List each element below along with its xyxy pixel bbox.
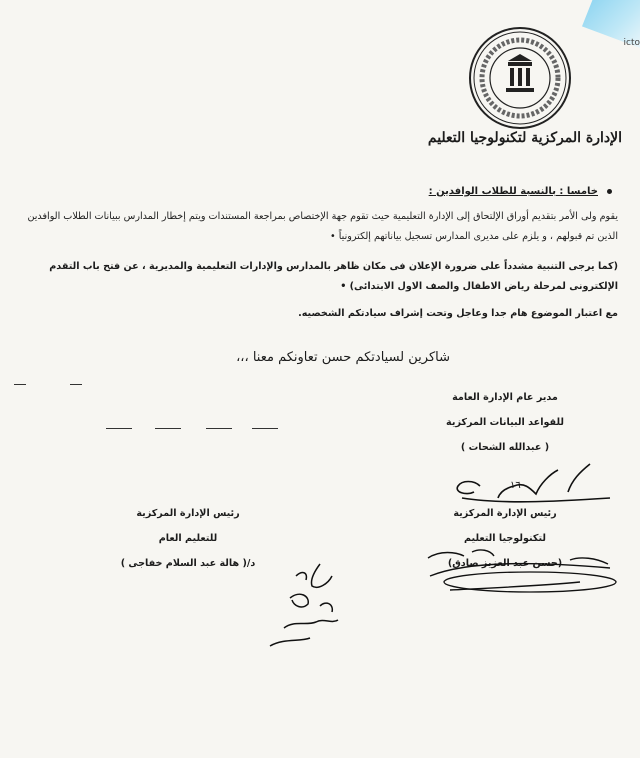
signature-title-line: لتكنولوجيا التعليم — [464, 533, 546, 544]
signature-block-data-bases — [430, 392, 580, 467]
section-title: خامسا : بالنسبة للطلاب الوافدين : — [428, 186, 598, 197]
signature-title-line: مدير عام الإدارة العامة — [452, 392, 558, 403]
svg-text:١٦: ١٦ — [510, 480, 521, 491]
paragraph-2: (كما يرجى التنبية مشدداً على ضرورة الإعلان فى مكان ظاهر بالمدارس والإدارات التعليمية والمديرية ، عن فتح باب التقدم الإلكترونى لمرحلة رياض الاطفال والصف الاول الابتدائى) • — [49, 261, 618, 292]
dash-mark — [106, 428, 132, 429]
dash-mark — [206, 428, 232, 429]
signature-title-line: رئيس الإدارة المركزية — [136, 508, 240, 519]
signature-title-line: للقواعد البيانات المركزية — [446, 417, 564, 428]
dash-mark — [14, 384, 26, 385]
signature-name: (حسن عبد العزيز صادق) — [447, 558, 563, 569]
signature-name: ( عبدالله الشحات ) — [460, 442, 550, 453]
corner-text: icto — [623, 38, 640, 48]
closing-text: شاكرين لسيادتكم حسن تعاونكم معنا ،،، — [236, 350, 450, 365]
bullet-dot — [607, 189, 612, 194]
dash-mark — [70, 384, 82, 385]
dash-mark — [155, 428, 181, 429]
paragraph-3: مع اعتبار الموضوع هام جدا وعاجل وتحت إشراف سيادتكم الشخصيه. — [298, 308, 618, 319]
paragraph-1: يقوم ولى الأمر بتقديم أوراق الإلتحاق إلى الإدارة التعليمية حيث تقوم جهة الإختصاص بمراجعة المستندات ويتم إخطار المدارس ببيانات الطلاب الوافدين الذين تم قبولهم ، و يلزم على مديرى المدارس تسجيل بياناتهم إلكترونياً • — [27, 211, 618, 242]
handwritten-signature — [420, 530, 620, 600]
signature-title-line: للتعليم العام — [158, 533, 218, 544]
handwritten-note — [250, 550, 370, 660]
ministry-seal-icon — [468, 26, 572, 130]
signature-title-line: رئيس الإدارة المركزية — [453, 508, 557, 519]
dash-mark — [252, 428, 278, 429]
handwritten-signature — [440, 458, 620, 508]
office-title: الإدارة المركزية لتكنولوجيا التعليم — [427, 130, 622, 146]
signature-name: د/( هالة عبد السلام خفاجى ) — [120, 558, 256, 569]
